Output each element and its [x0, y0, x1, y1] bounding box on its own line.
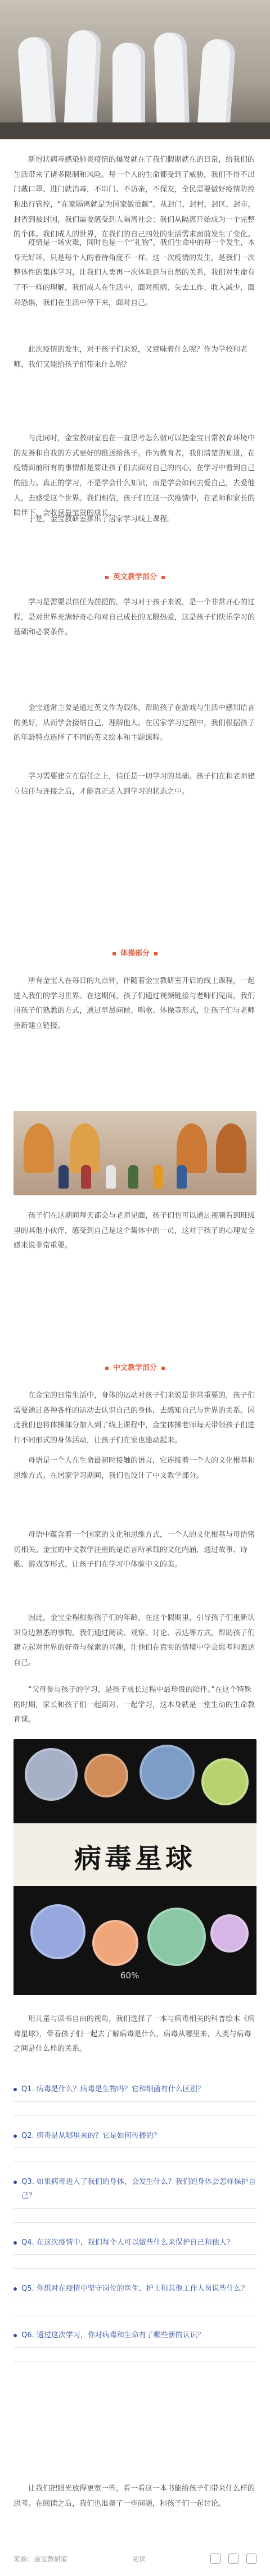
- dot-icon: [14, 2241, 17, 2245]
- virus-illustration: [92, 1920, 138, 1966]
- hero-photo: [0, 0, 270, 139]
- dot-icon: [14, 2181, 17, 2184]
- answer-line: [14, 2101, 256, 2116]
- chinese-paragraph-3: 因此，金宝全程根据孩子们的年龄，在这个假期里，引导孩子们重新认识身边熟悉的事物，我们通过阅读、观察、讨论、表达等方式，帮助孩子们建立起对世界的好奇与探索的兴趣，让他们在真实的情境中学会思考和表达自己。: [14, 1614, 255, 1667]
- question-paragraph: 此次疫情的发生，对于孩子们来说，又意味着什么呢？作为学校和老师，我们又能给孩子们带来什么呢？: [14, 345, 248, 369]
- virus-illustration: [25, 1748, 78, 1801]
- body-paragraph-1: 所有金宝人在每日的九点钟，伴随着金宝教研室开启的线上课程，一起进入我们的学习世界。在这期间，孩子们通过视频链接与老师们见面，我们用孩子们熟悉的方式，通过早晨问候、唱歌、体操等形式，让孩子们与老师重新建立链接。: [14, 977, 255, 1030]
- question-text: Q1. 病毒是什么？病毒是生物吗？它和细菌有什么区别？: [21, 2085, 205, 2093]
- reflection-paragraph: 疫情是一场灾难，同时也是一个“礼物”，我们生命中的每一个发生，本身无好坏，只是每个人的看待角度不一样。这一次疫情的发生，是我们一次整体性的集体学习，让我们人类再一次体验到与自然的关系，我们对生命有了不一样的理解，我们成人在生活中，面对疾病、失去工作、收入减少，面对恐惧，我们在生活中停下来，面对自己。: [14, 239, 255, 307]
- question-text: Q6. 通过这次学习，你对病毒和生命有了哪些新的认识？: [21, 2331, 205, 2340]
- share-icon[interactable]: [210, 2554, 220, 2564]
- virus-illustration: [210, 1914, 249, 1953]
- book-intro-paragraph: 用儿童与读书自由的视角，我们选择了一本与病毒相关的科普绘本《病毒星球》，带着孩子们一起去了解病毒是什么，病毒从哪里来，人类与病毒之间是什么样的关系。: [14, 2015, 255, 2054]
- dot-icon: [14, 2134, 17, 2138]
- question-text: Q3. 如果病毒进入了我们的身体，会发生什么？我们的身体会怎样保护自己？: [21, 2178, 256, 2201]
- section-title-chinese: 中文教学部分: [0, 1362, 270, 1372]
- question-text: Q4. 在这次疫情中，我们每个人可以做些什么来保护自己和他人？: [21, 2238, 234, 2247]
- question-list: [14, 2083, 256, 2375]
- question-text: Q2. 病毒是从哪里来的？它是如何传播的？: [21, 2131, 161, 2140]
- body-paragraph-2: 孩子们在这期间每天都会与老师见面，孩子们也可以通过视频看到班级里的其他小伙伴，感受到自己是这个集体中的一员，这对于孩子的心理安全感来说非常重要。: [14, 1212, 255, 1250]
- answer-line: [14, 2208, 256, 2223]
- child-figure: [153, 1165, 163, 1189]
- hazmat-worker-figure: [64, 30, 102, 128]
- course-launch-paragraph: 于是，金宝教研室推出了居家学习线上课程。: [28, 515, 175, 524]
- footer-icons: [210, 2554, 256, 2564]
- virus-illustration: [201, 1758, 249, 1805]
- hazmat-worker-figure: [112, 43, 145, 127]
- chinese-paragraph-4: “父母参与孩子的学习，是孩子成长过程中最珍贵的陪伴。”在这个特殊的时期，家长和孩子们一起面对、一起学习，这本身就是一堂生动的生命教育课。: [14, 1686, 255, 1724]
- virus-illustration: [147, 1908, 206, 1966]
- street: [0, 122, 270, 139]
- book-percent-label: 60%: [120, 1970, 140, 1981]
- question-item: [14, 2129, 256, 2163]
- chinese-paragraph-2: 母语中蕴含着一个国家的文化和思维方式，一个人的文化根基与母语密切相关。金宝的中文教学注重的是语言所承载的文化内涵，通过故事、诗歌、游戏等形式，让孩子们在学习中体验中文的美。: [14, 1531, 255, 1569]
- dot-icon: [14, 2088, 17, 2091]
- section-title-english: 英文教学部分: [0, 571, 270, 581]
- hazmat-worker-figure: [17, 36, 56, 128]
- answer-line: [14, 2147, 256, 2162]
- dot-icon: [14, 2334, 17, 2337]
- like-icon[interactable]: [228, 2554, 238, 2564]
- square-icon: [105, 1367, 109, 1370]
- question-item: [14, 2083, 256, 2116]
- square-icon: [161, 1367, 165, 1370]
- question-item: [14, 2282, 256, 2315]
- question-item: [14, 2236, 256, 2269]
- answer-line: [14, 2301, 256, 2315]
- square-icon: [112, 952, 116, 955]
- book-cover-image: [14, 1739, 256, 1995]
- answer-line: [14, 2254, 256, 2269]
- body-paragraph-3: 在金宝的日常生活中，身体的运动对孩子们来说是非常重要的，孩子们需要通过各种各样的运动去认识自己的身体，去感知自己与世界的关系。因此我们也将体操部分加入到了线上课程中，金宝体操老师每天带领孩子们进行不同形式的身体活动，让孩子们在家也能动起来。: [14, 1391, 255, 1445]
- answer-line: [14, 2347, 256, 2362]
- question-text: Q5. 你想对在疫情中坚守岗位的医生、护士和其他工作人员说些什么？: [21, 2284, 249, 2293]
- english-paragraph-1: 学习是需要以信任为前提的。学习对于孩子来说，是一个非常开心的过程，是对世界充满好奇心和对自己成长的无限热爱，这是孩子们快乐学习的基础和必要条件。: [14, 598, 255, 637]
- english-paragraph-2: 金宝通常主要是通过英文作为载体，帮助孩子在游戏与生活中感知语言的美好，从而学会接纳自己，理解他人。在居家学习过程中，我们根据孩子的年龄特点选择了不同的英文绘本和主题课程。: [14, 704, 255, 743]
- tree: [24, 1123, 54, 1173]
- english-paragraph-3: 学习需要建立在信任之上，信任是一切学习的基础。孩子们在和老师建立信任与连接之后，才能真正进入到学习的状态之中。: [14, 772, 255, 796]
- virus-illustration: [140, 1745, 195, 1800]
- children-outdoor-photo: [14, 1111, 256, 1195]
- child-figure: [177, 1165, 187, 1189]
- child-figure: [58, 1165, 69, 1189]
- tree: [216, 1123, 246, 1173]
- book-title: 病毒星球: [74, 1842, 196, 1874]
- hazmat-worker-figure: [154, 32, 190, 128]
- square-icon: [105, 576, 109, 579]
- child-figure: [106, 1165, 116, 1189]
- dot-icon: [14, 2287, 17, 2291]
- comment-icon[interactable]: [246, 2554, 256, 2564]
- chinese-paragraph-1: 母语是一个人在生命最初时接触的语言，它连接着一个人的文化根基和思维方式。在居家学习期间，我们也设计了中文教学部分。: [14, 1457, 255, 1480]
- conclusion-paragraph: 让我们把眼光放得更宽一些，看一看这一本书能给孩子们带来什么样的思考。在阅读之后，我们也准备了一些问题，和孩子们一起讨论。: [14, 2484, 255, 2508]
- square-icon: [154, 952, 158, 955]
- question-item: [14, 2176, 256, 2222]
- virus-illustration: [84, 1754, 128, 1797]
- article-footer: [14, 2554, 256, 2564]
- child-figure: [81, 1165, 91, 1189]
- child-figure: [128, 1165, 138, 1189]
- source-text: 来源：金宝教研室: [14, 2555, 68, 2563]
- square-icon: [161, 576, 165, 579]
- education-paragraph: 与此同时，金宝教研室也在一直思考怎么做可以把金宝日常教育环境中的友善和自我的方式更好的推送给孩子。作为教育者，我们清楚的知道，在疫情面前所有的事情都是要让孩子们去面对自己的内心，在学习中看到自己的能力。真正的学习，不是学会什么知识，而是学会如何去爱自己，去爱他人，去感受这个世界。我们相信，孩子们在这一次疫情中，在老师和家长的陪伴下，会收获最宝贵的成长。: [14, 434, 255, 518]
- hazmat-worker-figure: [197, 38, 236, 128]
- question-item: [14, 2329, 256, 2362]
- virus-illustration: [30, 1904, 86, 1959]
- intro-paragraph: 新冠状病毒感染肺炎疫情的爆发就在了我们假期就在的日常，给我们的生活带来了诸多限制和风险。每一个人的生命都受到了威胁，我们不得不出门戴口罩、进门就消毒，不串门、不访亲，不探友，全民需要做好疫情防控和出行管控，“在家隔离就是为国家做贡献”，从封门，封村，封区，封市，封省到被封国，我们需要感受到人隔离社会；我们从隔离开始成为一个完整的个体。我们成人的世界，在我们的自己四处的生活需求面前发生了变化。: [14, 156, 255, 239]
- read-link[interactable]: 阅读: [132, 2555, 146, 2563]
- section-title-body: 体操部分: [0, 947, 270, 958]
